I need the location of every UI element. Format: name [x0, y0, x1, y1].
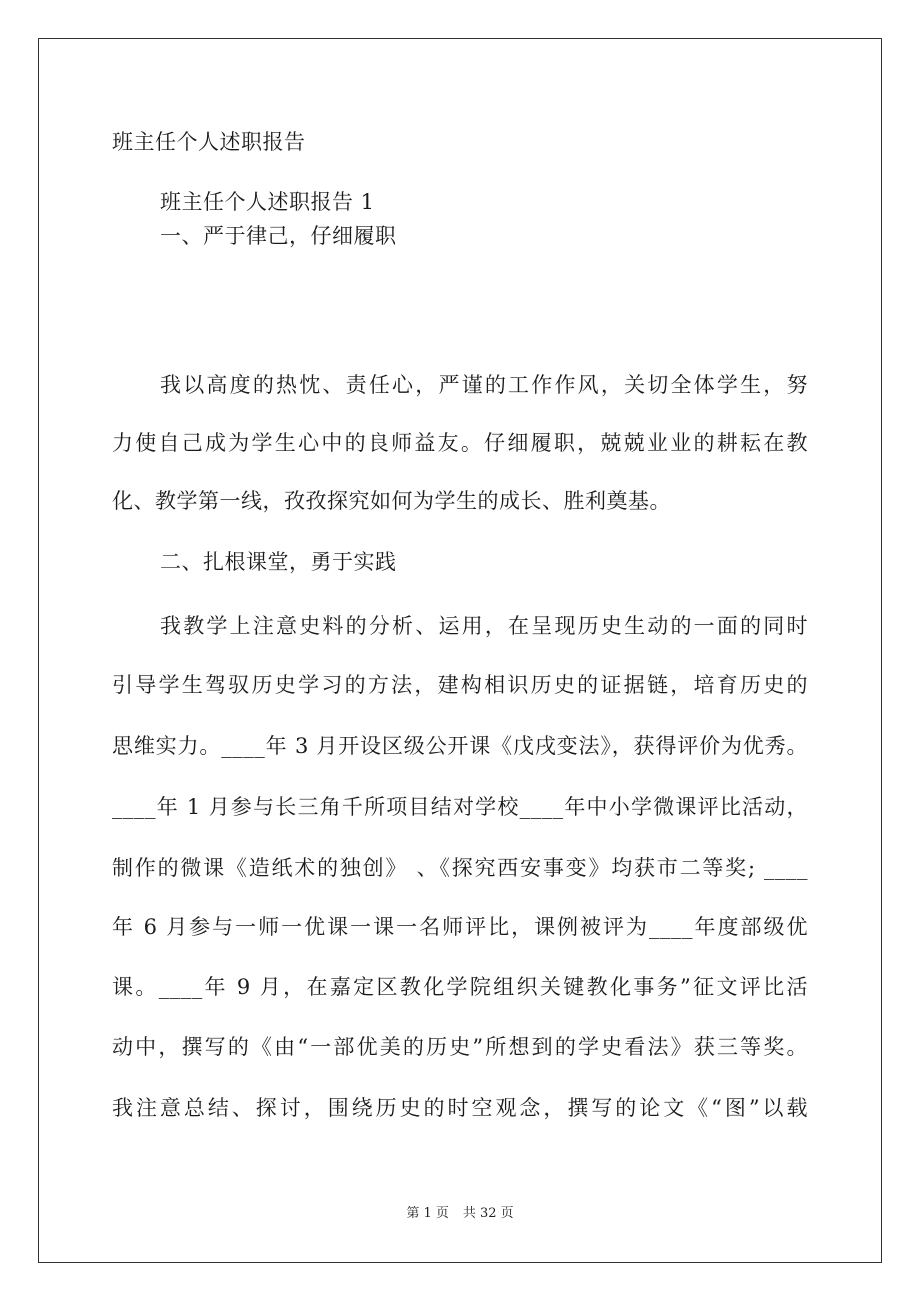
paragraph-line: ____年 1 月参与长三角千所项目结对学校____年中小学微课评比活动， — [112, 795, 808, 819]
page-footer — [0, 1206, 920, 1222]
document-title: 班主任个人述职报告 — [112, 130, 306, 154]
section-heading-2: 二、扎根课堂，勇于实践 — [160, 550, 397, 574]
paragraph-line: 思维实力。____年 3 月开设区级公开课《戊戌变法》，获得评价为优秀。 — [112, 734, 808, 758]
paragraph-line: 力使自己成为学生心中的良师益友。仔细履职，兢兢业业的耕耘在教 — [112, 431, 808, 455]
page-number: 第 1 页 — [406, 1206, 449, 1221]
paragraph-line: 我教学上注意史料的分析、运用，在呈现历史生动的一面的同时 — [160, 614, 808, 638]
paragraph-line: 化、教学第一线，孜孜探究如何为学生的成长、胜利奠基。 — [112, 489, 671, 513]
report-heading: 班主任个人述职报告 1 — [160, 190, 375, 214]
paragraph-line: 我以高度的热忱、责任心，严谨的工作作风，关切全体学生，努 — [160, 373, 808, 397]
paragraph-line: 动中，撰写的《由“一部优美的历史”所想到的学史看法》获三等奖。 — [112, 1035, 808, 1059]
page-total: 共 32 页 — [462, 1206, 514, 1221]
paragraph-line: 课。____年 9 月，在嘉定区教化学院组织关键教化事务”征文评比活 — [112, 975, 808, 999]
paragraph-line: 我注意总结、探讨，围绕历史的时空观念，撰写的论文《“图”以载 — [112, 1096, 808, 1120]
section-heading-1: 一、严于律己，仔细履职 — [160, 224, 397, 248]
paragraph-line: 引导学生驾驭历史学习的方法，建构相识历史的证据链，培育历史的 — [112, 673, 808, 697]
paragraph-line: 年 6 月参与一师一优课一课一名师评比，课例被评为____年度部级优 — [112, 915, 808, 939]
paragraph-line: 制作的微课《造纸术的独创》 、《探究西安事变》均获市二等奖; ____ — [112, 856, 808, 880]
